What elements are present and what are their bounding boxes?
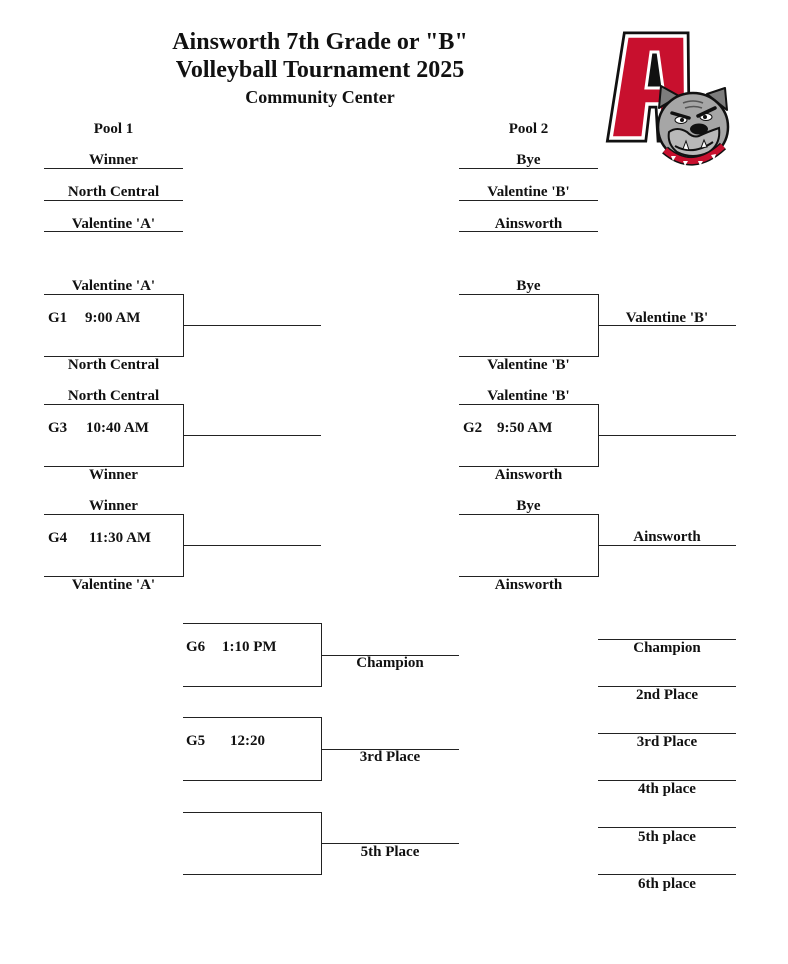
g3-winner-line [183, 435, 321, 436]
game-g5-third-place-bracket [183, 717, 459, 781]
game-g1-bracket [44, 277, 321, 375]
pool-2-heading: Pool 2 [508, 121, 549, 137]
g4-bottom-team: Valentine 'A' [71, 577, 156, 593]
g2-winner-line [598, 435, 736, 436]
g2-game-time: 9:50 AM [497, 420, 553, 436]
bye-1-bottom-team: Valentine 'B' [487, 357, 570, 373]
standing-6th: 6th place [638, 876, 696, 892]
pool-1-team-line [44, 168, 183, 169]
bye-2-winner-line [598, 545, 736, 546]
school-logo [603, 28, 733, 168]
pool-2-team-list [459, 120, 598, 233]
g5-game-time: 12:20 [230, 733, 265, 749]
title-line-2: Volleyball Tournament 2025 [175, 57, 465, 83]
bye-1-top-team: Bye [516, 278, 541, 294]
fifth-place-bottom-line [183, 874, 321, 875]
pool-1-team-line [44, 200, 183, 201]
pool-1-team-list [44, 120, 183, 233]
pool-1-heading: Pool 1 [93, 121, 134, 137]
g5-top-line [183, 717, 321, 718]
standing-4th: 4th place [638, 781, 696, 797]
bye-2-top-team: Bye [516, 498, 541, 514]
g3-bottom-team: Winner [89, 467, 138, 483]
pool-1-team: Winner [89, 152, 138, 168]
g6-game-number: G6 [186, 639, 206, 655]
bye-1-advancing-team: Valentine 'B' [625, 310, 709, 326]
bye-1-top-line [459, 294, 598, 295]
game-g6-championship-bracket [183, 623, 459, 687]
pool-2-team: Ainsworth [494, 216, 563, 232]
g4-top-team: Winner [89, 498, 138, 514]
game-g2-bracket [459, 387, 736, 485]
standing-2nd: 2nd Place [635, 687, 699, 703]
g4-game-number: G4 [48, 530, 68, 546]
g1-winner-line [183, 325, 321, 326]
g4-top-line [44, 514, 183, 515]
pool-2-team-line [459, 231, 598, 232]
standing-champion: Champion [633, 640, 701, 656]
standing-3rd: 3rd Place [636, 734, 698, 750]
pool-1-team: North Central [67, 184, 160, 200]
g3-game-time: 10:40 AM [86, 420, 149, 436]
g2-top-line [459, 404, 598, 405]
g6-top-line [183, 623, 321, 624]
g1-top-team: Valentine 'A' [71, 278, 156, 294]
pool-1-team: Valentine 'A' [71, 216, 156, 232]
bulldog-mascot-icon [658, 86, 728, 166]
venue-subtitle: Community Center [245, 87, 395, 107]
g6-bottom-line [183, 686, 321, 687]
fifth-place-bracket [183, 812, 459, 876]
g1-game-time: 9:00 AM [85, 310, 141, 326]
fifth-place-result-label: 5th Place [360, 844, 420, 860]
g1-game-number: G1 [48, 310, 68, 326]
pool-2-team: Valentine 'B' [487, 184, 570, 200]
title-line-1: Ainsworth 7th Grade or "B" [172, 29, 468, 55]
bye-2-advancing-team: Ainsworth [633, 529, 701, 545]
g4-winner-line [183, 545, 321, 546]
pool-2-team-line [459, 168, 598, 169]
g2-bottom-team: Ainsworth [494, 467, 563, 483]
fifth-place-top-line [183, 812, 321, 813]
g3-top-line [44, 404, 183, 405]
pool-2-bye-bracket-2 [459, 497, 736, 595]
g3-game-number: G3 [48, 420, 68, 436]
game-g3-bracket [44, 387, 321, 485]
pool-1-team-line [44, 231, 183, 232]
bye-1-winner-line [598, 325, 736, 326]
g5-result-label: 3rd Place [359, 749, 421, 765]
g5-bottom-line [183, 780, 321, 781]
pool-2-team-line [459, 200, 598, 201]
bye-2-top-line [459, 514, 598, 515]
g6-game-time: 1:10 PM [222, 639, 277, 655]
pool-2-bye-bracket-1 [459, 277, 736, 375]
pool-2-team: Bye [516, 152, 541, 168]
final-standings-list [598, 639, 736, 895]
game-g4-bracket [44, 497, 321, 595]
g3-top-team: North Central [67, 388, 160, 404]
g5-game-number: G5 [186, 733, 206, 749]
g1-top-line [44, 294, 183, 295]
g4-game-time: 11:30 AM [89, 530, 152, 546]
bye-2-bottom-team: Ainsworth [494, 577, 563, 593]
g2-top-team: Valentine 'B' [487, 388, 570, 404]
standing-5th: 5th place [638, 829, 696, 845]
g1-bottom-team: North Central [67, 357, 160, 373]
g2-game-number: G2 [463, 420, 483, 436]
g6-result-label: Champion [356, 655, 424, 671]
